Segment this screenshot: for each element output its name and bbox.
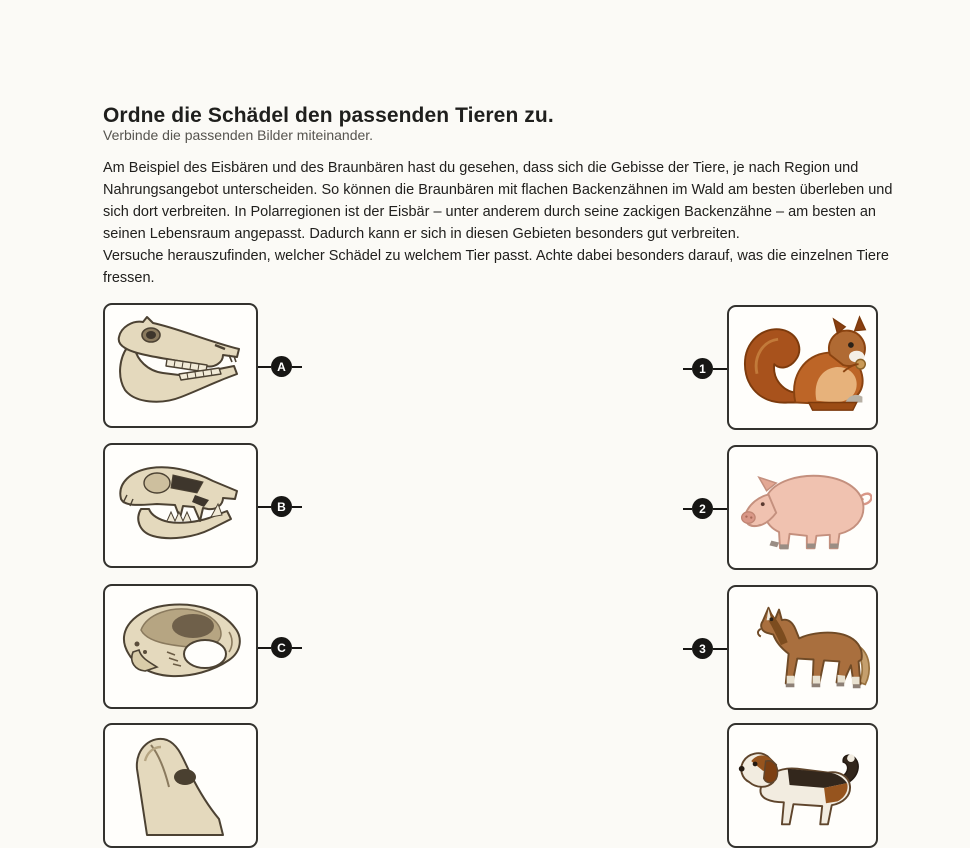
skull-card-d[interactable] [103, 723, 258, 848]
connector-line [258, 647, 271, 649]
intro-line: sich dort verbreiten. In Polarregionen ist der Eisbär – unter anderem durch seine zackigen Backenzähne – am besten an [103, 204, 876, 220]
connector-line [713, 508, 727, 510]
rodent-skull-image [110, 592, 252, 702]
connector-line [258, 366, 271, 368]
connector-line [292, 366, 302, 368]
connector-line [683, 648, 692, 650]
dog-image [734, 732, 872, 840]
skull-card-b[interactable] [103, 443, 258, 568]
connector-node-c[interactable]: C [271, 637, 292, 658]
skull-card-a[interactable] [103, 303, 258, 428]
horse-skull-image [110, 311, 252, 421]
connector-line [713, 368, 727, 370]
intro-line: Am Beispiel des Eisbären und des Braunbären hast du gesehen, dass sich die Gebisse der Tiere, je nach Region und [103, 160, 859, 176]
connector-line [292, 647, 302, 649]
connector-line [683, 368, 692, 370]
connector-a [258, 356, 302, 377]
squirrel-image [734, 314, 872, 422]
connector-c [258, 637, 302, 658]
connector-line [292, 506, 302, 508]
connector-line [683, 508, 692, 510]
animal-card-1[interactable] [727, 305, 878, 430]
animal-card-4[interactable] [727, 723, 878, 848]
connector-node-3[interactable]: 3 [692, 638, 713, 659]
connector-node-a[interactable]: A [271, 356, 292, 377]
intro-line: fressen. [103, 270, 155, 286]
intro-line: Nahrungsangebot unterscheiden. So können die Braunbären mit flachen Backenzähnen im Wald am besten überleben und [103, 182, 893, 198]
partial-skull-image [110, 731, 252, 841]
animal-card-3[interactable] [727, 585, 878, 710]
connector-node-2[interactable]: 2 [692, 498, 713, 519]
connector-3 [683, 638, 727, 659]
intro-paragraph [103, 157, 893, 289]
page-title: Ordne die Schädel den passenden Tieren zu. [103, 104, 554, 128]
pig-image [734, 454, 872, 562]
carnivore-skull-image [110, 451, 252, 561]
intro-line: seinen Lebensraum angepasst. Dadurch kann er sich in diesen Gebieten besonders gut verbreiten. [103, 226, 740, 242]
connector-line [258, 506, 271, 508]
page-subtitle: Verbinde die passenden Bilder miteinander. [103, 127, 374, 143]
skull-card-c[interactable] [103, 584, 258, 709]
connector-b [258, 496, 302, 517]
connector-1 [683, 358, 727, 379]
animal-card-2[interactable] [727, 445, 878, 570]
horse-image [734, 594, 872, 702]
connector-node-b[interactable]: B [271, 496, 292, 517]
connector-2 [683, 498, 727, 519]
connector-line [713, 648, 727, 650]
intro-line: Versuche herauszufinden, welcher Schädel zu welchem Tier passt. Achte dabei besonders darauf, was die einzelnen Tiere [103, 248, 889, 264]
connector-node-1[interactable]: 1 [692, 358, 713, 379]
